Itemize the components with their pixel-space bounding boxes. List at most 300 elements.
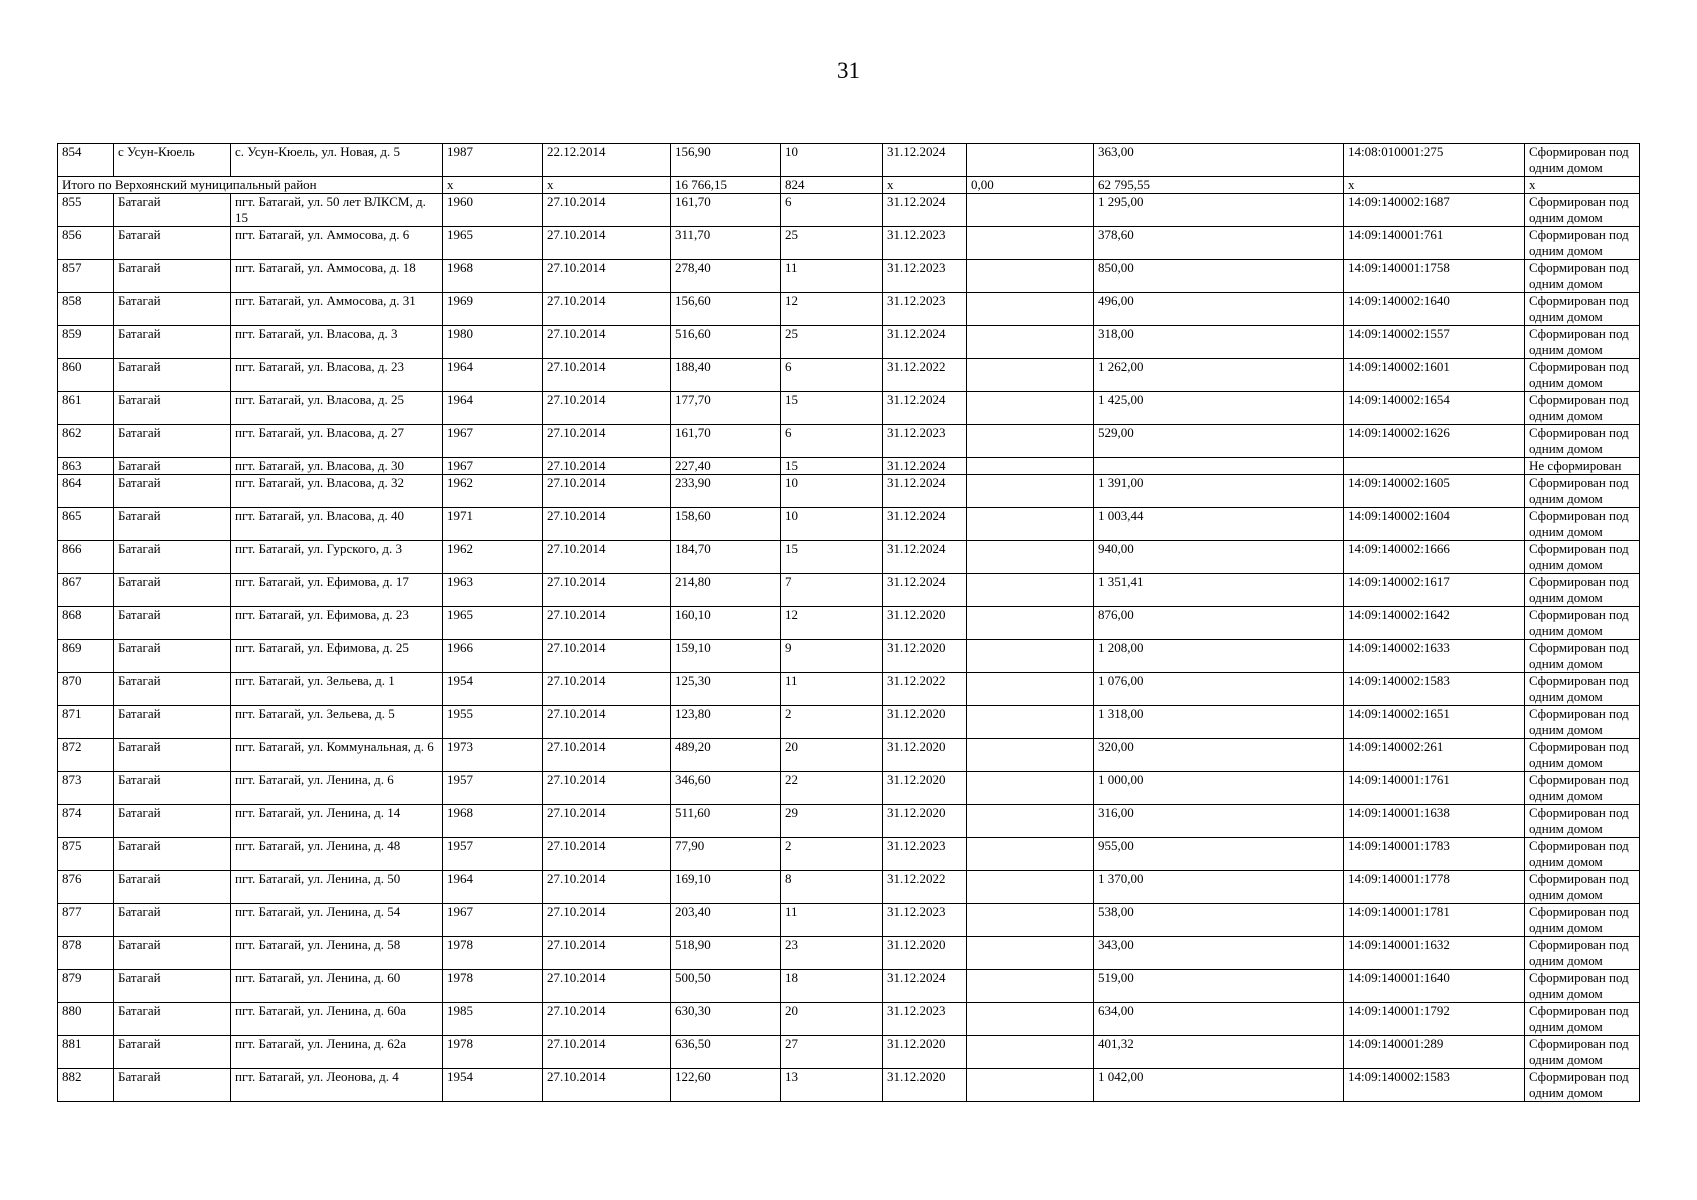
- table-cell: 27.10.2014: [543, 607, 671, 640]
- table-cell: Сформирован под одним домом: [1525, 805, 1640, 838]
- table-cell: 27.10.2014: [543, 425, 671, 458]
- table-cell: 31.12.2024: [883, 194, 967, 227]
- table-cell: 158,60: [671, 508, 781, 541]
- table-cell: Батагай: [114, 1036, 231, 1069]
- table-cell: Сформирован под одним домом: [1525, 574, 1640, 607]
- table-cell: 1964: [443, 359, 543, 392]
- table-cell: 876,00: [1094, 607, 1344, 640]
- table-cell: [967, 541, 1094, 574]
- table-cell: 14:09:140001:1758: [1344, 260, 1525, 293]
- total-label: Итого по Верхоянский муниципальный район: [58, 177, 443, 194]
- table-cell: 15: [781, 458, 883, 475]
- table-cell: 1 425,00: [1094, 392, 1344, 425]
- table-cell: 519,00: [1094, 970, 1344, 1003]
- table-cell: Батагай: [114, 871, 231, 904]
- table-cell: 856: [58, 227, 114, 260]
- table-cell: Батагай: [114, 293, 231, 326]
- table-cell: 1978: [443, 937, 543, 970]
- table-cell: пгт. Батагай, ул. Ефимова, д. 23: [231, 607, 443, 640]
- table-cell: Сформирован под одним домом: [1525, 326, 1640, 359]
- table-cell: Сформирован под одним домом: [1525, 970, 1640, 1003]
- table-row: [58, 1036, 1640, 1069]
- table-cell: Сформирован под одним домом: [1525, 194, 1640, 227]
- table-cell: 15: [781, 541, 883, 574]
- table-cell: с Усун-Кюель: [114, 144, 231, 177]
- table-cell: [967, 739, 1094, 772]
- table-cell: 14:09:140002:1651: [1344, 706, 1525, 739]
- table-cell: 14:09:140001:1778: [1344, 871, 1525, 904]
- table-cell: с. Усун-Кюель, ул. Новая, д. 5: [231, 144, 443, 177]
- table-cell: 22: [781, 772, 883, 805]
- table-row: [58, 194, 1640, 227]
- table-row: [58, 541, 1640, 574]
- table-cell: 27.10.2014: [543, 673, 671, 706]
- table-row: [58, 640, 1640, 673]
- table-cell: [1094, 458, 1344, 475]
- table-cell: [967, 904, 1094, 937]
- table-row: [58, 260, 1640, 293]
- table-cell: [1344, 458, 1525, 475]
- table-cell: 31.12.2024: [883, 475, 967, 508]
- table-cell: 872: [58, 739, 114, 772]
- table-cell: 14:09:140002:1583: [1344, 1069, 1525, 1102]
- table-cell: 31.12.2024: [883, 541, 967, 574]
- table-cell: 31.12.2022: [883, 359, 967, 392]
- table-row: [58, 904, 1640, 937]
- table-cell: 538,00: [1094, 904, 1344, 937]
- table-cell: 31.12.2024: [883, 392, 967, 425]
- table-cell: 1965: [443, 227, 543, 260]
- total-cell: 824: [781, 177, 883, 194]
- table-cell: 27.10.2014: [543, 1003, 671, 1036]
- table-cell: [967, 326, 1094, 359]
- table-cell: 184,70: [671, 541, 781, 574]
- table-cell: Сформирован под одним домом: [1525, 1036, 1640, 1069]
- table-cell: 14:09:140001:289: [1344, 1036, 1525, 1069]
- table-cell: 20: [781, 739, 883, 772]
- table-cell: 865: [58, 508, 114, 541]
- table-cell: 31.12.2023: [883, 227, 967, 260]
- table-cell: пгт. Батагай, ул. Ефимова, д. 17: [231, 574, 443, 607]
- table-cell: 18: [781, 970, 883, 1003]
- table-cell: Сформирован под одним домом: [1525, 607, 1640, 640]
- table-cell: 31.12.2023: [883, 425, 967, 458]
- table-cell: Сформирован под одним домом: [1525, 739, 1640, 772]
- table-cell: Сформирован под одним домом: [1525, 871, 1640, 904]
- table-cell: 500,50: [671, 970, 781, 1003]
- table-cell: Батагай: [114, 838, 231, 871]
- table-row: [58, 1003, 1640, 1036]
- table-cell: 636,50: [671, 1036, 781, 1069]
- table-cell: Сформирован под одним домом: [1525, 293, 1640, 326]
- total-cell: x: [883, 177, 967, 194]
- table-cell: Сформирован под одним домом: [1525, 144, 1640, 177]
- table-cell: 867: [58, 574, 114, 607]
- table-cell: Батагай: [114, 260, 231, 293]
- table-cell: [967, 227, 1094, 260]
- table-cell: 31.12.2024: [883, 970, 967, 1003]
- table-cell: 159,10: [671, 640, 781, 673]
- table-cell: 29: [781, 805, 883, 838]
- table-cell: Батагай: [114, 1069, 231, 1102]
- table-cell: Сформирован под одним домом: [1525, 475, 1640, 508]
- table-cell: [967, 838, 1094, 871]
- table-cell: Сформирован под одним домом: [1525, 1069, 1640, 1102]
- table-cell: 1985: [443, 1003, 543, 1036]
- table-cell: Батагай: [114, 1003, 231, 1036]
- table-cell: 27.10.2014: [543, 640, 671, 673]
- table-row: [58, 475, 1640, 508]
- table-cell: 1954: [443, 1069, 543, 1102]
- table-cell: 881: [58, 1036, 114, 1069]
- table-cell: 861: [58, 392, 114, 425]
- table-cell: пгт. Батагай, ул. Ленина, д. 48: [231, 838, 443, 871]
- total-cell: 62 795,55: [1094, 177, 1344, 194]
- table-cell: 862: [58, 425, 114, 458]
- table-row: [58, 838, 1640, 871]
- table-cell: 14:09:140002:1666: [1344, 541, 1525, 574]
- table-cell: 177,70: [671, 392, 781, 425]
- table-cell: 214,80: [671, 574, 781, 607]
- table-cell: 516,60: [671, 326, 781, 359]
- table-cell: 12: [781, 607, 883, 640]
- table-cell: 511,60: [671, 805, 781, 838]
- table-cell: 27.10.2014: [543, 574, 671, 607]
- table-cell: [967, 970, 1094, 1003]
- table-cell: 156,60: [671, 293, 781, 326]
- table-cell: Сформирован под одним домом: [1525, 425, 1640, 458]
- table-cell: [967, 871, 1094, 904]
- table-cell: [967, 1069, 1094, 1102]
- table-cell: Батагай: [114, 937, 231, 970]
- table-cell: [967, 144, 1094, 177]
- table-cell: 2: [781, 838, 883, 871]
- table-cell: Батагай: [114, 640, 231, 673]
- table-cell: [967, 574, 1094, 607]
- table-cell: пгт. Батагай, ул. Коммунальная, д. 6: [231, 739, 443, 772]
- table-cell: 27.10.2014: [543, 227, 671, 260]
- table-cell: 14:09:140002:1687: [1344, 194, 1525, 227]
- table-row: [58, 425, 1640, 458]
- table-cell: [967, 293, 1094, 326]
- table-cell: 278,40: [671, 260, 781, 293]
- table-cell: 14:09:140002:1633: [1344, 640, 1525, 673]
- table-cell: 27.10.2014: [543, 458, 671, 475]
- table-cell: 864: [58, 475, 114, 508]
- table-cell: пгт. Батагай, ул. Власова, д. 40: [231, 508, 443, 541]
- table-row: [58, 458, 1640, 475]
- table-cell: 869: [58, 640, 114, 673]
- table-cell: 875: [58, 838, 114, 871]
- table-cell: [967, 673, 1094, 706]
- table-cell: 1 042,00: [1094, 1069, 1344, 1102]
- table-cell: 27.10.2014: [543, 970, 671, 1003]
- table-cell: 6: [781, 194, 883, 227]
- table-row: [58, 326, 1640, 359]
- table-cell: 363,00: [1094, 144, 1344, 177]
- table-cell: 23: [781, 937, 883, 970]
- table-cell: 15: [781, 392, 883, 425]
- table-cell: 27.10.2014: [543, 326, 671, 359]
- table-cell: 31.12.2024: [883, 574, 967, 607]
- table-cell: 1980: [443, 326, 543, 359]
- table-row: [58, 673, 1640, 706]
- table-cell: пгт. Батагай, ул. Власова, д. 25: [231, 392, 443, 425]
- table-cell: пгт. Батагай, ул. Власова, д. 23: [231, 359, 443, 392]
- table-cell: [967, 194, 1094, 227]
- table-cell: 31.12.2023: [883, 260, 967, 293]
- table-cell: [967, 1003, 1094, 1036]
- table-cell: Батагай: [114, 706, 231, 739]
- table-row: [58, 293, 1640, 326]
- table-cell: пгт. Батагай, ул. Власова, д. 30: [231, 458, 443, 475]
- table-cell: 169,10: [671, 871, 781, 904]
- table-cell: 27.10.2014: [543, 739, 671, 772]
- table-cell: Батагай: [114, 574, 231, 607]
- table-cell: 630,30: [671, 1003, 781, 1036]
- table-cell: 859: [58, 326, 114, 359]
- table-cell: 1968: [443, 260, 543, 293]
- table-cell: 882: [58, 1069, 114, 1102]
- table-cell: 22.12.2014: [543, 144, 671, 177]
- table-cell: 13: [781, 1069, 883, 1102]
- table-cell: 125,30: [671, 673, 781, 706]
- table-cell: 401,32: [1094, 1036, 1344, 1069]
- table-cell: 634,00: [1094, 1003, 1344, 1036]
- table-cell: 31.12.2024: [883, 458, 967, 475]
- table-cell: 14:08:010001:275: [1344, 144, 1525, 177]
- table-cell: 1967: [443, 458, 543, 475]
- table-cell: 27.10.2014: [543, 392, 671, 425]
- table-cell: 320,00: [1094, 739, 1344, 772]
- table-cell: 1954: [443, 673, 543, 706]
- table-cell: [967, 392, 1094, 425]
- table-cell: [967, 805, 1094, 838]
- table-cell: 27.10.2014: [543, 805, 671, 838]
- table-cell: 31.12.2020: [883, 706, 967, 739]
- table-cell: 31.12.2024: [883, 508, 967, 541]
- total-cell: x: [443, 177, 543, 194]
- table-cell: 14:09:140001:1640: [1344, 970, 1525, 1003]
- table-cell: Сформирован под одним домом: [1525, 904, 1640, 937]
- table-cell: 161,70: [671, 194, 781, 227]
- table-cell: Сформирован под одним домом: [1525, 1003, 1640, 1036]
- table-cell: [967, 640, 1094, 673]
- table-cell: 9: [781, 640, 883, 673]
- table-cell: 160,10: [671, 607, 781, 640]
- table-cell: 14:09:140002:1640: [1344, 293, 1525, 326]
- table-cell: 378,60: [1094, 227, 1344, 260]
- table-cell: Сформирован под одним домом: [1525, 392, 1640, 425]
- table-cell: Сформирован под одним домом: [1525, 640, 1640, 673]
- table-cell: 27.10.2014: [543, 904, 671, 937]
- table-cell: 14:09:140001:761: [1344, 227, 1525, 260]
- table-cell: 8: [781, 871, 883, 904]
- table-cell: [967, 1036, 1094, 1069]
- table-cell: Сформирован под одним домом: [1525, 260, 1640, 293]
- table-cell: пгт. Батагай, ул. Леонова, д. 4: [231, 1069, 443, 1102]
- table-cell: 14:09:140001:1632: [1344, 937, 1525, 970]
- table-cell: 854: [58, 144, 114, 177]
- table-cell: [967, 706, 1094, 739]
- table-cell: пгт. Батагай, ул. Аммосова, д. 6: [231, 227, 443, 260]
- table-cell: 1 262,00: [1094, 359, 1344, 392]
- table-cell: 529,00: [1094, 425, 1344, 458]
- table-cell: 1978: [443, 1036, 543, 1069]
- table-cell: 871: [58, 706, 114, 739]
- total-row: [58, 177, 1640, 194]
- table-cell: 868: [58, 607, 114, 640]
- table-row: [58, 937, 1640, 970]
- table-cell: 1957: [443, 772, 543, 805]
- table-cell: Батагай: [114, 739, 231, 772]
- table-cell: Батагай: [114, 508, 231, 541]
- page-number: 31: [837, 58, 860, 83]
- table-row: [58, 805, 1640, 838]
- table-cell: 1971: [443, 508, 543, 541]
- table-cell: пгт. Батагай, ул. Ленина, д. 60: [231, 970, 443, 1003]
- table-cell: 1967: [443, 425, 543, 458]
- table-row: [58, 772, 1640, 805]
- table-cell: 1978: [443, 970, 543, 1003]
- table-cell: Батагай: [114, 326, 231, 359]
- table-cell: 188,40: [671, 359, 781, 392]
- table-row: [58, 574, 1640, 607]
- table-cell: 203,40: [671, 904, 781, 937]
- table-cell: 31.12.2022: [883, 871, 967, 904]
- table-cell: Сформирован под одним домом: [1525, 706, 1640, 739]
- table-cell: 518,90: [671, 937, 781, 970]
- table-cell: 873: [58, 772, 114, 805]
- table-cell: 233,90: [671, 475, 781, 508]
- table-row: [58, 359, 1640, 392]
- table-cell: 10: [781, 508, 883, 541]
- table-cell: 1973: [443, 739, 543, 772]
- table-cell: 1966: [443, 640, 543, 673]
- table-cell: 14:09:140002:1617: [1344, 574, 1525, 607]
- table-cell: 14:09:140001:1638: [1344, 805, 1525, 838]
- table-cell: 316,00: [1094, 805, 1344, 838]
- table-cell: 1 208,00: [1094, 640, 1344, 673]
- table-cell: 14:09:140002:1557: [1344, 326, 1525, 359]
- table-cell: пгт. Батагай, ул. Зельева, д. 1: [231, 673, 443, 706]
- housing-registry-table: [57, 143, 1640, 1102]
- table-cell: 27.10.2014: [543, 293, 671, 326]
- table-cell: 14:09:140002:1604: [1344, 508, 1525, 541]
- table-cell: 77,90: [671, 838, 781, 871]
- table-cell: 11: [781, 260, 883, 293]
- table-cell: Батагай: [114, 970, 231, 1003]
- table-cell: 11: [781, 904, 883, 937]
- table-cell: пгт. Батагай, ул. Аммосова, д. 18: [231, 260, 443, 293]
- table-cell: Батагай: [114, 673, 231, 706]
- table-cell: 1965: [443, 607, 543, 640]
- table-cell: Батагай: [114, 194, 231, 227]
- table-cell: 1962: [443, 541, 543, 574]
- table-row: [58, 1069, 1640, 1102]
- table-row: [58, 970, 1640, 1003]
- table-cell: Батагай: [114, 392, 231, 425]
- table-cell: [967, 508, 1094, 541]
- table-cell: пгт. Батагай, ул. Власова, д. 32: [231, 475, 443, 508]
- table-body: [58, 144, 1640, 1102]
- table-cell: [967, 937, 1094, 970]
- table-cell: 346,60: [671, 772, 781, 805]
- table-cell: 877: [58, 904, 114, 937]
- table-cell: 31.12.2023: [883, 1003, 967, 1036]
- table-cell: 1960: [443, 194, 543, 227]
- table-cell: 878: [58, 937, 114, 970]
- table-cell: 27.10.2014: [543, 359, 671, 392]
- table-cell: 161,70: [671, 425, 781, 458]
- table-cell: 122,60: [671, 1069, 781, 1102]
- table-cell: пгт. Батагай, ул. Ленина, д. 54: [231, 904, 443, 937]
- table-cell: 1 295,00: [1094, 194, 1344, 227]
- table-cell: 1957: [443, 838, 543, 871]
- table-cell: 1 000,00: [1094, 772, 1344, 805]
- table-cell: Сформирован под одним домом: [1525, 227, 1640, 260]
- table-cell: 879: [58, 970, 114, 1003]
- table-row: [58, 144, 1640, 177]
- table-cell: 31.12.2024: [883, 326, 967, 359]
- table-cell: 123,80: [671, 706, 781, 739]
- table-cell: 14:09:140002:1583: [1344, 673, 1525, 706]
- table-cell: пгт. Батагай, ул. Зельева, д. 5: [231, 706, 443, 739]
- table-cell: 1 076,00: [1094, 673, 1344, 706]
- table-cell: 311,70: [671, 227, 781, 260]
- table-cell: 880: [58, 1003, 114, 1036]
- table-cell: Батагай: [114, 227, 231, 260]
- table-cell: 1 391,00: [1094, 475, 1344, 508]
- table-cell: 858: [58, 293, 114, 326]
- table-cell: пгт. Батагай, ул. Ленина, д. 58: [231, 937, 443, 970]
- table-cell: 31.12.2022: [883, 673, 967, 706]
- table-cell: 955,00: [1094, 838, 1344, 871]
- table-cell: 27.10.2014: [543, 541, 671, 574]
- table-cell: 14:09:140002:261: [1344, 739, 1525, 772]
- table-cell: 1964: [443, 871, 543, 904]
- table-cell: Батагай: [114, 904, 231, 937]
- table-cell: [967, 425, 1094, 458]
- table-cell: 1987: [443, 144, 543, 177]
- table-cell: 12: [781, 293, 883, 326]
- table-cell: 27.10.2014: [543, 194, 671, 227]
- table-cell: Сформирован под одним домом: [1525, 508, 1640, 541]
- table-cell: [967, 607, 1094, 640]
- table-cell: 857: [58, 260, 114, 293]
- table-cell: Сформирован под одним домом: [1525, 772, 1640, 805]
- table-cell: пгт. Батагай, ул. Власова, д. 27: [231, 425, 443, 458]
- table-cell: 860: [58, 359, 114, 392]
- table-cell: 2: [781, 706, 883, 739]
- table-cell: 10: [781, 475, 883, 508]
- table-cell: Сформирован под одним домом: [1525, 673, 1640, 706]
- table-cell: 1967: [443, 904, 543, 937]
- table-cell: 27.10.2014: [543, 871, 671, 904]
- table-cell: [967, 475, 1094, 508]
- table-cell: 6: [781, 359, 883, 392]
- table-cell: пгт. Батагай, ул. Ленина, д. 60а: [231, 1003, 443, 1036]
- total-cell: x: [1525, 177, 1640, 194]
- table-cell: 870: [58, 673, 114, 706]
- table-cell: 1962: [443, 475, 543, 508]
- table-row: [58, 871, 1640, 904]
- table-cell: 25: [781, 326, 883, 359]
- table-cell: Батагай: [114, 359, 231, 392]
- table-cell: 14:09:140002:1654: [1344, 392, 1525, 425]
- table-cell: 31.12.2020: [883, 805, 967, 838]
- table-cell: 14:09:140001:1781: [1344, 904, 1525, 937]
